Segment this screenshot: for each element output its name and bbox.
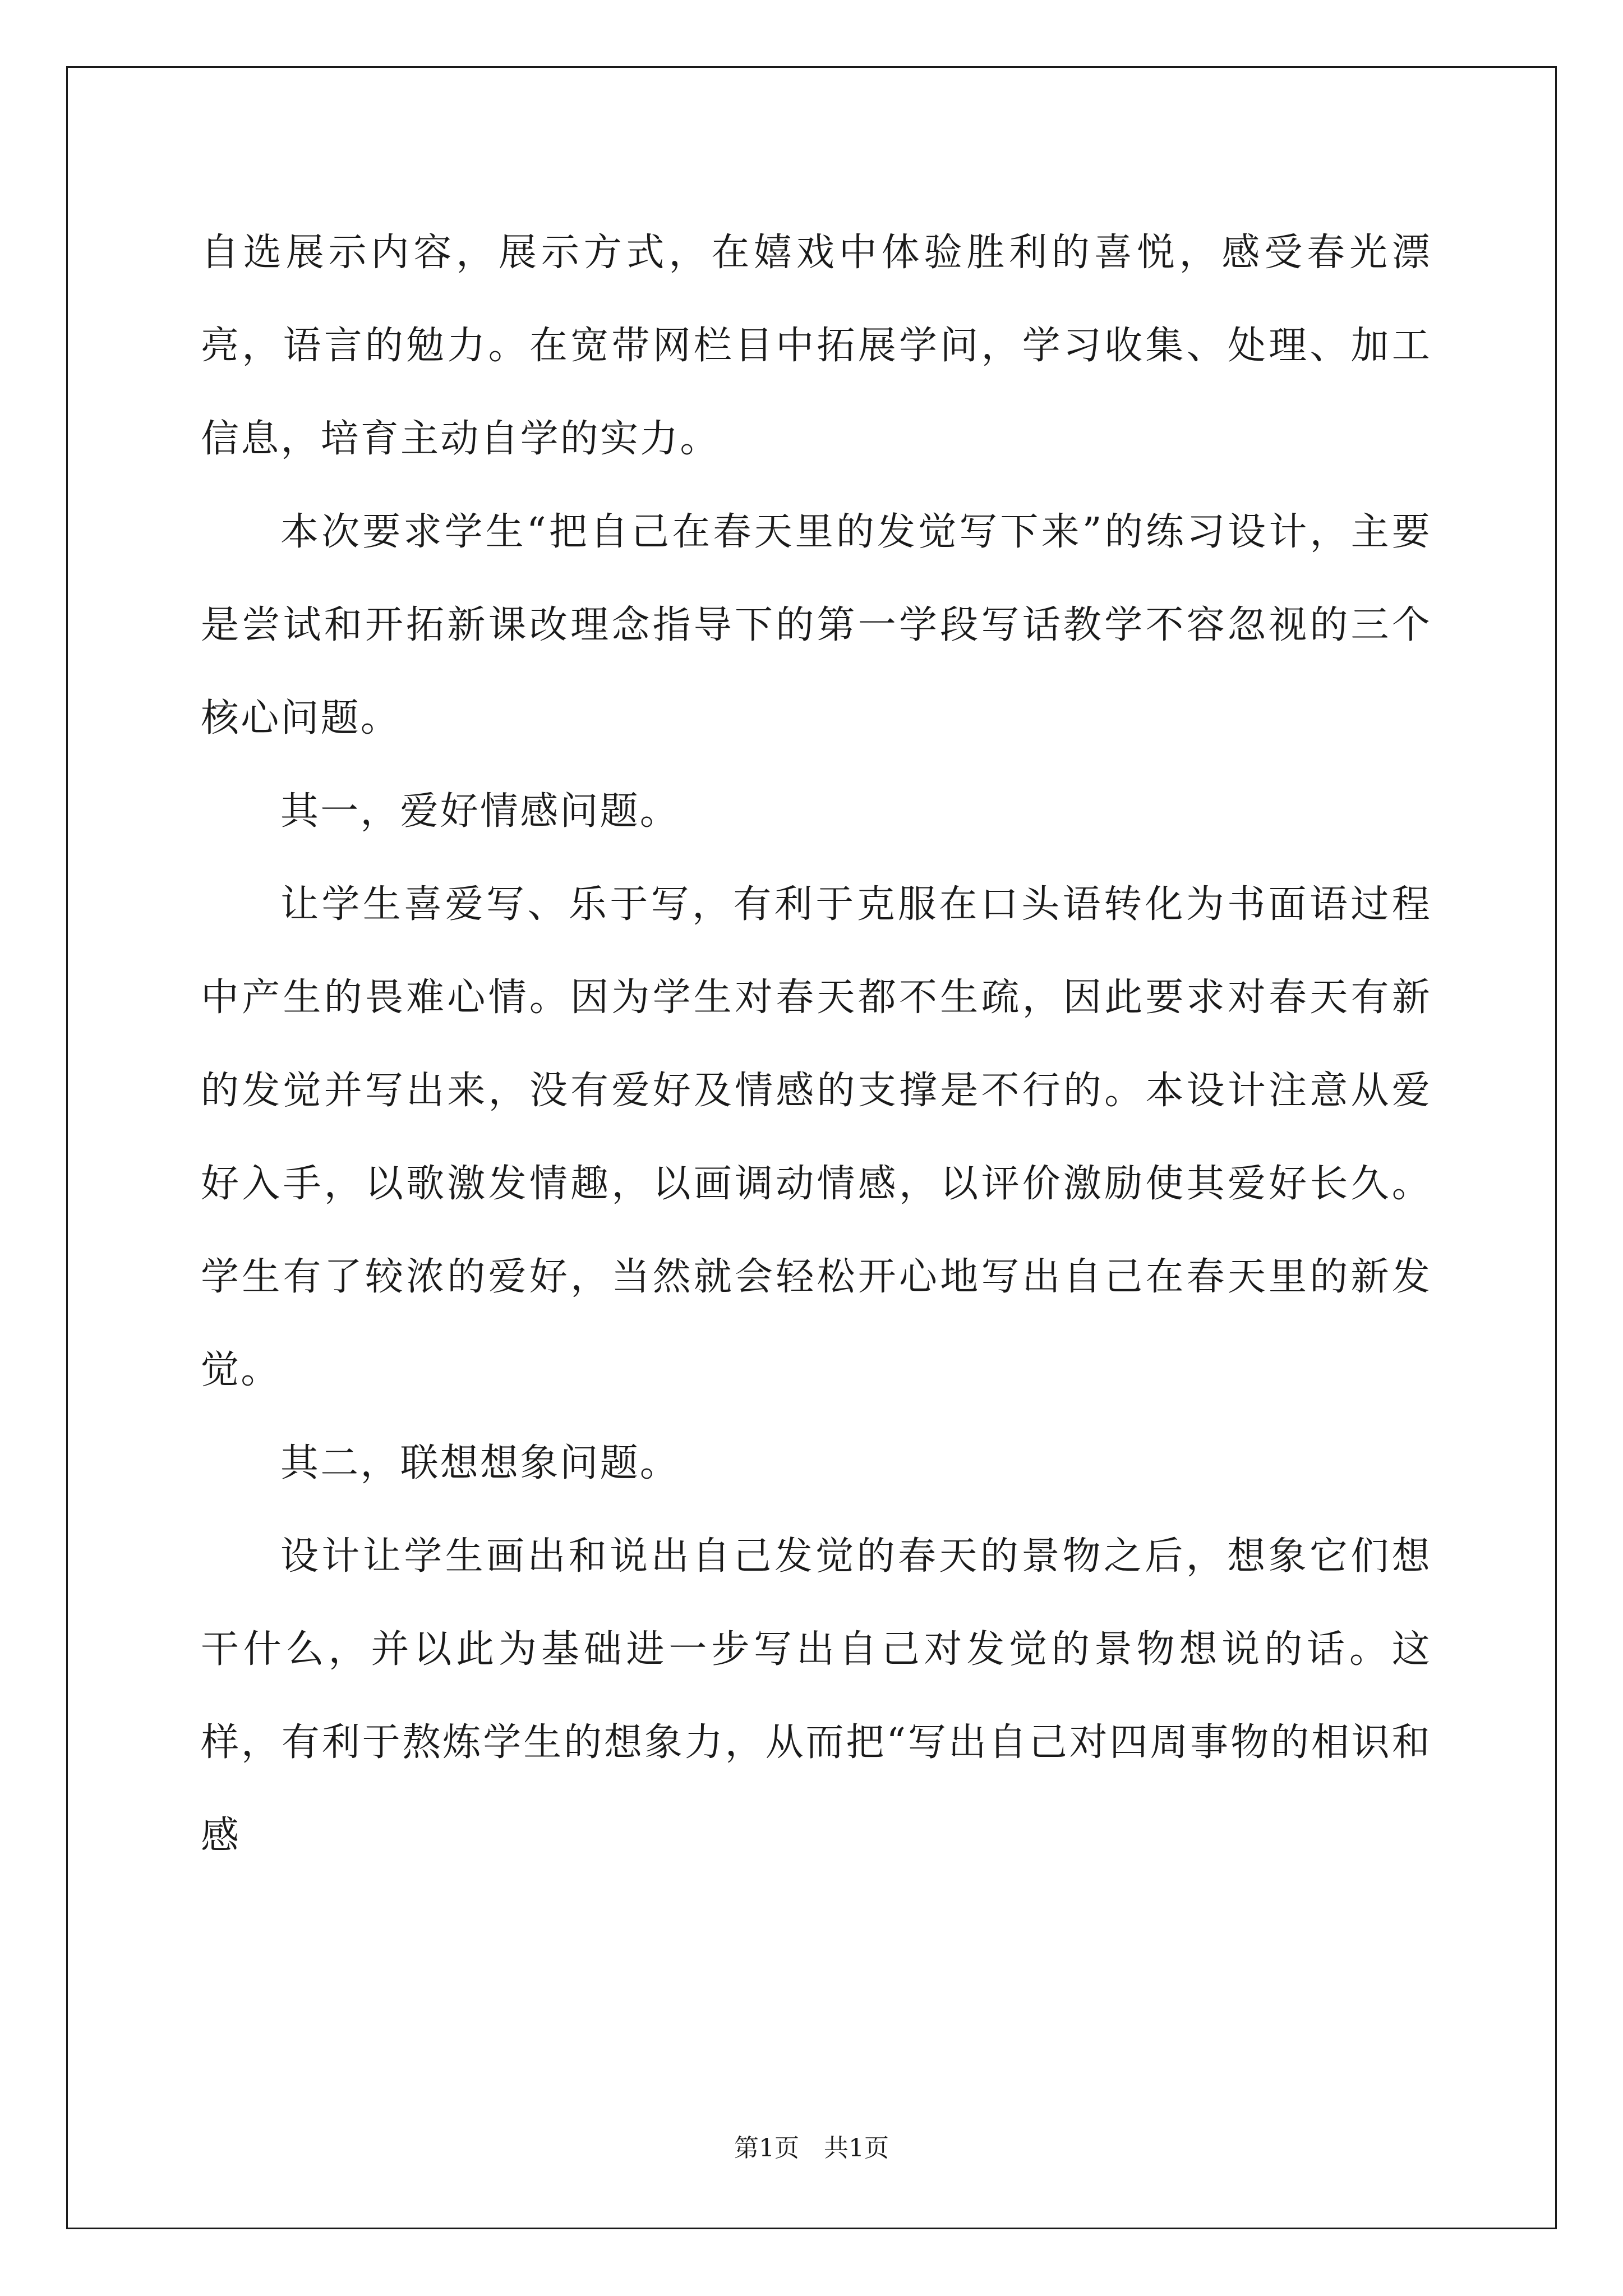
paragraph-3: 其一，爱好情感问题。 [280, 789, 680, 834]
document-body [201, 206, 1432, 1883]
paragraph-2: 本次要求学生“把自己在春天里的发觉写下来”的练习设计，主要是尝试和开拓新课改理念指导下的第一学段写话教学不容忽视的三个核心问题。 [201, 510, 1432, 740]
page-number: 第1页 [734, 2134, 799, 2162]
page-total: 共1页 [824, 2134, 889, 2162]
paragraph-6: 设计让学生画出和说出自己发觉的春天的景物之后，想象它们想干什么，并以此为基础进一步写出自己对发觉的景物想说的话。这样，有利于熬炼学生的想象力，从而把“写出自己对四周事物的相识和感 [201, 1534, 1432, 1858]
page-footer [0, 2133, 1623, 2164]
paragraph-4: 让学生喜爱写、乐于写，有利于克服在口头语转化为书面语过程中产生的畏难心情。因为学生对春天都不生疏，因此要求对春天有新的发觉并写出来，没有爱好及情感的支撑是不行的。本设计注意从爱好入手，以歌激发情趣，以画调动情感，以评价激励使其爱好长久。学生有了较浓的爱好，当然就会轻松开心地写出自己在春天里的新发觉。 [201, 882, 1432, 1392]
paragraph-5: 其二，联想想象问题。 [280, 1441, 680, 1485]
paragraph-1: 自选展示内容，展示方式，在嬉戏中体验胜利的喜悦，感受春光漂亮，语言的勉力。在宽带网栏目中拓展学问，学习收集、处理、加工信息，培育主动自学的实力。 [201, 231, 1432, 461]
